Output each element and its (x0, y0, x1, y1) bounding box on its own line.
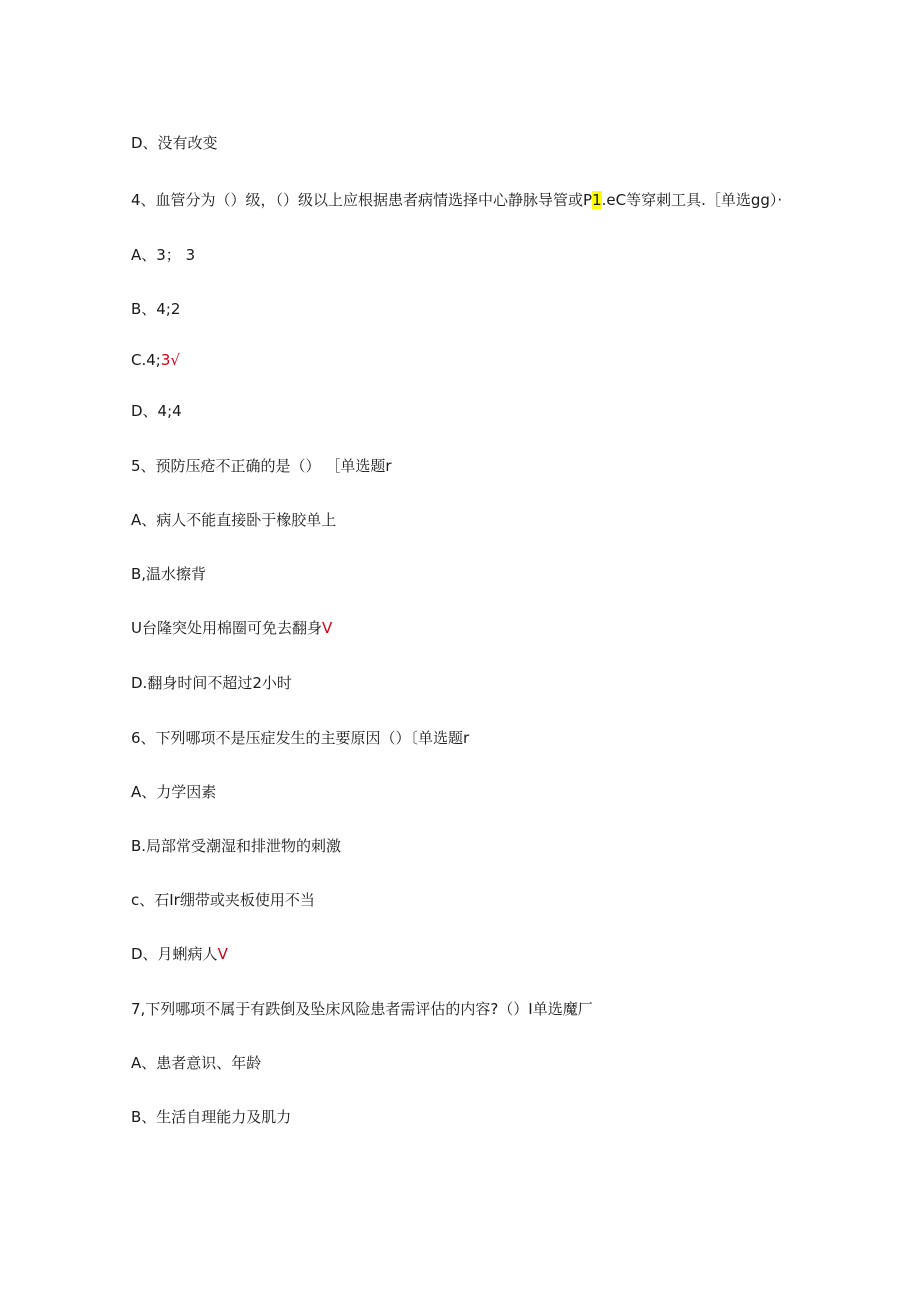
option-4b-text: B、4;2 (131, 300, 181, 318)
option-4c-text: C.4; (131, 351, 161, 369)
option-6d (131, 944, 228, 964)
option-4a (131, 245, 195, 265)
option-7b (131, 1107, 291, 1127)
question-4-text: 4、血管分为（）级，（）级以上应根据患者病情选择中心静脉导管或P (131, 191, 593, 209)
question-7-text: 7,下列哪项不属于有跌倒及坠床风险患者需评估的内容?（）I单选魔厂 (131, 1000, 593, 1018)
question-5 (131, 456, 391, 476)
option-7a (131, 1053, 261, 1073)
option-7a-text: A、患者意识、年龄 (131, 1054, 262, 1072)
question-6 (131, 728, 469, 748)
question-4 (131, 190, 782, 210)
option-7b-text: B、生活自理能力及肌力 (131, 1108, 292, 1126)
option-3d-text: D、没有改变 (131, 134, 218, 152)
correct-mark: V (217, 945, 228, 963)
option-6c-text: c、石Ir绷带或夹板使用不当 (131, 891, 315, 909)
option-6a (131, 782, 216, 802)
option-3d (131, 133, 218, 153)
option-5c-text: U台隆突处用棉圈可免去翻身 (131, 619, 322, 637)
highlighted-text: 1 (592, 191, 602, 209)
correct-mark: 3√ (160, 351, 180, 369)
option-5d (131, 673, 292, 693)
option-6a-text: A、力学因素 (131, 783, 217, 801)
option-4b (131, 299, 180, 319)
option-5d-text: D.翻身时间不超过2小时 (131, 674, 292, 692)
option-4a-text: A、3； 3 (131, 246, 196, 264)
option-5a (131, 510, 336, 530)
option-4c (131, 350, 180, 370)
option-4d (131, 401, 182, 421)
option-6c (131, 890, 315, 910)
option-6b (131, 836, 341, 856)
option-5c (131, 618, 332, 638)
question-6-text: 6、下列哪项不是压症发生的主要原因（）〔单选题r (131, 729, 470, 747)
question-7 (131, 999, 593, 1019)
question-4-text-end: .eC等穿刺工具.［单选gg）· (601, 191, 783, 209)
option-5b-text: B,温水擦背 (131, 565, 207, 583)
correct-mark: V (321, 619, 333, 637)
option-5a-text: A、病人不能直接卧于橡胶单上 (131, 511, 337, 529)
question-5-text: 5、预防压疮不正确的是（） ［单选题r (131, 457, 392, 475)
option-4d-text: D、4;4 (131, 402, 182, 420)
option-6b-text: B.局部常受潮湿和排泄物的刺激 (131, 837, 342, 855)
option-6d-text: D、月蜊病人 (131, 945, 218, 963)
option-5b (131, 564, 206, 584)
